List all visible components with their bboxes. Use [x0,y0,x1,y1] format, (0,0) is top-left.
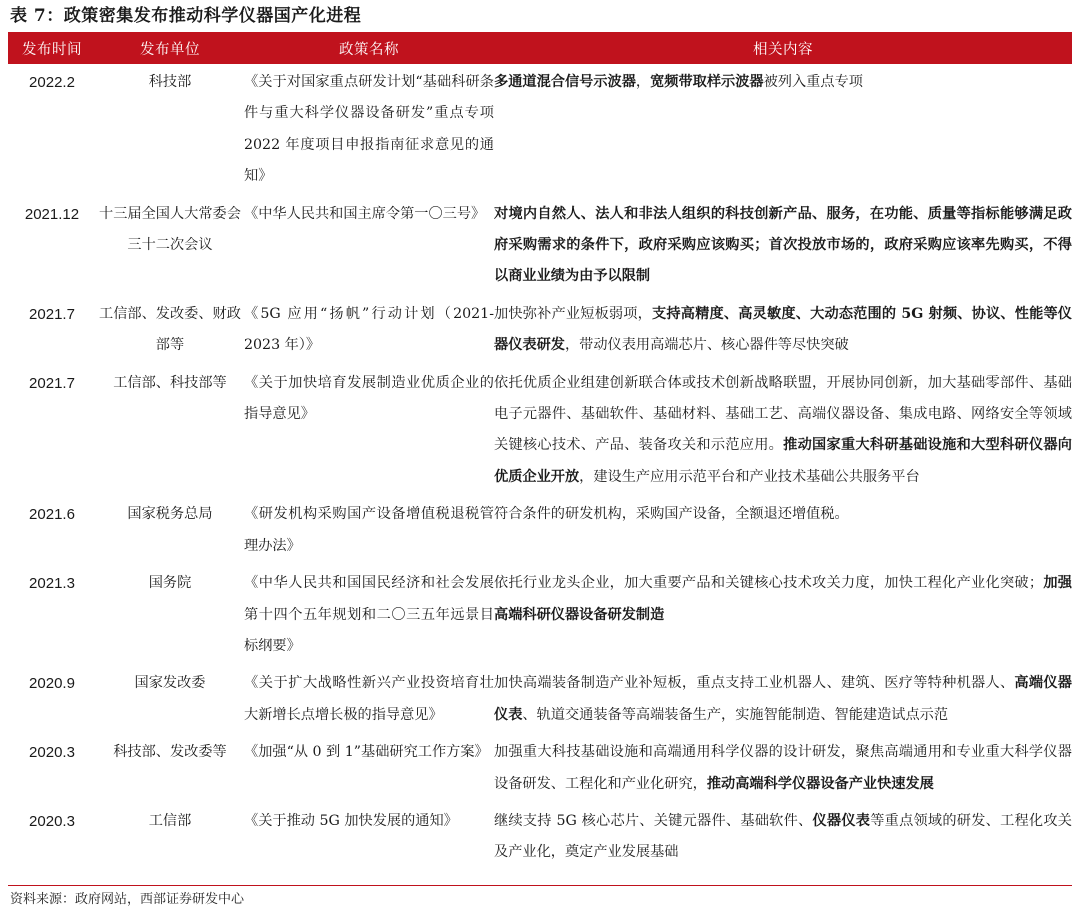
cell-date: 2021.6 [29,506,75,524]
table-row [8,64,1072,196]
content-highlight: 仪器仪表 [812,812,871,829]
content-highlight: 支持高精度、高灵敏度、大动态范围的 5G 射频、协议、性能等仪器仪表研发 [494,305,1072,354]
cell-unit: 工信部 [148,812,192,829]
table-row [8,196,1072,296]
page [8,0,1072,915]
content-text: 继续支持 5G 核心芯片、关键元器件、基础软件、 [494,812,813,829]
content-highlight: 推动高端科学仪器设备产业快速发展 [706,775,934,792]
table-row [8,565,1072,665]
header-date: 发布时间 [22,41,82,58]
cell-date: 2021.7 [29,305,75,323]
content-text: 依托行业龙头企业，加大重要产品和关键核心技术攻关力度，加快工程化产业化突破； [494,575,1044,592]
content-highlight: 多通道混合信号示波器 [494,74,636,90]
header-content: 相关内容 [753,41,813,58]
table-row [8,665,1072,734]
cell-date: 2020.9 [29,675,75,693]
cell-date: 2021.7 [29,374,75,392]
cell-content [494,734,1072,803]
content-highlight: 对境内自然人、法人和非法人组织的科技创新产品、服务，在功能、质量等指标能够满足政府采购需求的条件下，政府采购应该购买；首次投放市场的，政府采购应该率先购买，不得以商业业绩为由予以限制 [494,205,1072,285]
content-text: 加快高端装备制造产业补短板，重点支持工业机器人、建筑、医疗等特种机器人、 [494,675,1015,692]
cell-unit: 国家税务总局 [127,506,213,523]
table-row [8,734,1072,803]
cell-policy-name: 《关于推动 5G 加快发展的通知》 [244,812,458,829]
cell-date: 2022.2 [29,74,75,91]
cell-policy-name: 《研发机构采购国产设备增值税退税管理办法》 [244,506,494,554]
cell-policy-name: 《中华人民共和国主席令第一〇三号》 [244,205,486,222]
source-note: 资料来源：政府网站，西部证券研发中心 [10,892,245,907]
cell-policy-name: 《中华人民共和国国民经济和社会发展第十四个五年规划和二〇三五年远景目标纲要》 [244,575,494,654]
cell-unit: 科技部、发改委等 [113,744,227,761]
cell-content [494,565,1072,665]
cell-date: 2020.3 [29,812,75,830]
table-row [8,496,1072,565]
header-unit: 发布单位 [140,41,200,58]
cell-unit: 十三届全国人大常委会三十二次会议 [99,205,241,254]
content-text: 等重点领域的研发、工程化攻关及产业化，奠定产业发展基础 [494,812,1072,861]
content-text: 依托优质企业组建创新联合体或技术创新战略联盟，开展协同创新，加大基础零部件、基础电子元器件、基础软件、基础材料、基础工艺、高端仪器设备、集成电路、网络安全等领域关键核心技术、产品、装备攻关和示范应用。 [494,374,1072,454]
cell-content [494,365,1072,497]
cell-date: 2021.12 [24,205,80,223]
cell-date: 2021.3 [29,575,75,593]
content-text: 加快弥补产业短板弱项， [494,305,653,322]
cell-policy-name: 《加强“从 0 到 1”基础研究工作方案》 [244,744,489,761]
content-text: 符合条件的研发机构，采购国产设备，全额退还增值税。 [494,506,849,523]
content-highlight: 推动国家重大科研基础设施和大型科研仪器向优质企业开放 [494,437,1072,485]
content-highlight: 高端仪器仪表 [494,675,1072,723]
content-text: 加强重大科技基础设施和高端通用科学仪器的设计研发，聚焦高端通用和专业重大科学仪器设备研发、工程化和产业化研究， [494,744,1072,792]
cell-policy-name: 《5G 应用“扬帆”行动计划（2021-2023 年）》 [244,305,494,354]
content-text: ， [635,74,651,90]
cell-unit: 国务院 [148,575,192,592]
table-body [8,64,1072,872]
bottom-rule [8,885,1072,886]
cell-policy-name: 《关于加快培育发展制造业优质企业的指导意见》 [244,374,494,423]
table-caption: 表 7：政策密集发布推动科学仪器国产化进程 [10,6,362,26]
cell-unit: 国家发改委 [134,675,206,692]
cell-unit: 科技部 [148,74,192,90]
table-row [8,803,1072,872]
content-text: 、轨道交通装备等高端装备生产，实施智能制造、智能建造试点示范 [522,706,949,723]
cell-unit: 工信部、科技部等 [113,374,227,391]
header-row [8,32,1072,64]
header-name: 政策名称 [339,41,399,58]
content-highlight: 宽频带取样示波器 [650,74,764,90]
cell-policy-name: 《关于扩大战略性新兴产业投资培育壮大新增长点增长极的指导意见》 [244,675,494,723]
cell-content [494,196,1072,296]
cell-date: 2020.3 [29,744,75,762]
cell-unit: 工信部、发改委、财政部等 [99,305,241,354]
table-row [8,296,1072,365]
cell-content [494,496,1072,565]
content-text: ，带动仪表用高端芯片、核心器件等尽快突破 [564,337,849,354]
policy-table [8,32,1072,872]
content-highlight: 加强高端科研仪器设备研发制造 [494,575,1072,623]
table-row [8,365,1072,497]
content-text: ，建设生产应用示范平台和产业技术基础公共服务平台 [579,468,920,485]
cell-content [494,803,1072,872]
content-text: 被列入重点专项 [763,74,863,90]
table-header [8,32,1072,64]
cell-content [494,296,1072,365]
cell-policy-name: 《关于对国家重点研发计划“基础科研条件与重大科学仪器设备研发”重点专项 2022 年度项目申报指南征求意见的通知》 [244,74,494,185]
cell-content [494,665,1072,734]
cell-content [494,64,1072,196]
